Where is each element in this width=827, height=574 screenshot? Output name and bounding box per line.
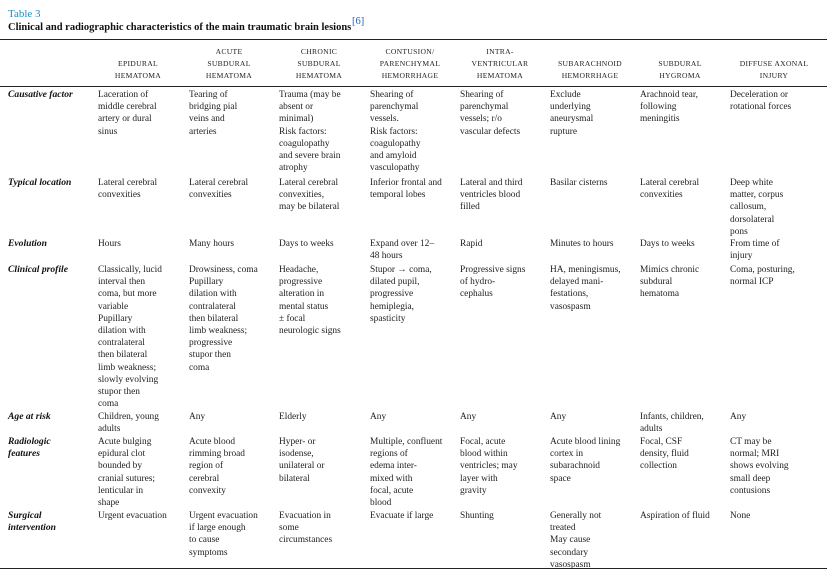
table-cell: Tearing of bridging pial veins and arteries (189, 90, 238, 137)
bottom-rule (0, 568, 827, 569)
table-cell: Laceration of middle cerebral artery or dural sinus (98, 90, 157, 137)
table-cell: Deceleration or rotational forces (730, 90, 792, 113)
table-cell: Days to weeks (279, 239, 334, 249)
col-header-diffuse-axonal: DIFFUSE AXONAL INJURY (739, 59, 809, 80)
table-cell: Exclude underlying aneurysmal rupture (550, 90, 594, 137)
table-cell: Hours (98, 239, 121, 249)
row-label-clinical-profile: Clinical profile (8, 264, 68, 275)
table-cell: Shearing of parenchymal vessels. Risk factors: coagulopathy and amyloid vasculopathy (370, 90, 421, 174)
table-cell: Lateral cerebral convexities, may be bilateral (279, 178, 340, 213)
table-cell: Evacuation in some circumstances (279, 511, 333, 546)
table-cell: Focal, CSF density, fluid collection (640, 437, 689, 472)
table-cell: Mimics chronic subdural hematoma (640, 265, 700, 300)
col-header-acute-subdural: ACUTE SUBDURAL HEMATOMA (205, 47, 253, 80)
reference-link[interactable]: [6] (352, 16, 365, 27)
table-cell: CT may be normal; MRI shows evolving small deep contusions (730, 437, 789, 496)
table-cell: Elderly (279, 412, 307, 422)
table-cell: Lateral cerebral convexities (640, 178, 700, 201)
table-cell: Any (189, 412, 206, 422)
table-cell: Minutes to hours (550, 239, 614, 249)
table-cell: Trauma (may be absent or minimal) Risk factors: coagulopathy and severe brain atrophy (279, 90, 341, 174)
table-cell: Arachnoid tear, following meningitis (640, 90, 698, 125)
table-cell: Urgent evacuation (98, 511, 167, 521)
table-cell: Infants, children, adults (640, 412, 704, 435)
table-cell: Children, young adults (98, 412, 159, 435)
table-cell: None (730, 511, 751, 521)
table-cell: Stupor → coma, dilated pupil, progressive hemiplegia, spasticity (370, 265, 432, 324)
table-cell: Any (550, 412, 567, 422)
table-cell: From time of injury (730, 239, 780, 262)
top-rule (0, 39, 827, 40)
table-cell: Urgent evacuation if large enough to cause symptoms (189, 511, 258, 558)
table-title: Clinical and radiographic characteristics of the main traumatic brain lesions (8, 22, 352, 33)
table-cell: Lateral cerebral convexities (98, 178, 158, 201)
table-cell: Basilar cisterns (550, 178, 608, 188)
table-cell: Rapid (460, 239, 483, 249)
table-cell: Hyper- or isodense, unilateral or bilateral (279, 437, 325, 484)
table-cell: Acute bulging epidural clot bounded by cranial sutures; lenticular in shape (98, 437, 156, 509)
row-label-evolution: Evolution (8, 238, 47, 249)
table-cell: HA, meningismus, delayed mani- festations, vasospasm (550, 265, 621, 312)
row-label-radiologic-features: Radiologic features (8, 436, 51, 459)
table-cell: Any (730, 412, 747, 422)
table-cell: Focal, acute blood within ventricles; may layer with gravity (460, 437, 518, 496)
col-header-contusion: CONTUSION/ PARENCHYMAL HEMORRHAGE (379, 47, 441, 80)
col-header-subarachnoid: SUBARACHNOID HEMORRHAGE (558, 59, 622, 80)
col-header-intraventricular: INTRA- VENTRICULAR HEMATOMA (471, 47, 529, 80)
table-cell: Lateral cerebral convexities (189, 178, 249, 201)
table-cell: Inferior frontal and temporal lobes (370, 178, 442, 201)
table-cell: Many hours (189, 239, 235, 249)
table-cell: Headache, progressive alteration in mental status ± focal neurologic signs (279, 265, 341, 337)
col-header-subdural-hygroma: SUBDURAL HYGROMA (658, 59, 702, 80)
table-cell: Coma, posturing, normal ICP (730, 265, 795, 288)
col-header-chronic-subdural: CHRONIC SUBDURAL HEMATOMA (295, 47, 343, 80)
table-cell: Deep white matter, corpus callosum, dorsolateral pons (730, 178, 784, 237)
row-label-typical-location: Typical location (8, 177, 72, 188)
table-cell: Acute blood rimming broad region of cerebral convexity (189, 437, 245, 496)
table-caption: Table 3 (8, 8, 41, 20)
row-label-causative-factor: Causative factor (8, 89, 73, 100)
table-cell: Acute blood lining cortex in subarachnoid space (550, 437, 621, 484)
table-cell: Days to weeks (640, 239, 695, 249)
table-cell: Progressive signs of hydro- cephalus (460, 265, 526, 300)
table-cell: Any (460, 412, 477, 422)
table-cell: Evacuate if large (370, 511, 434, 521)
table-cell: Expand over 12– 48 hours (370, 239, 435, 262)
table-cell: Any (370, 412, 387, 422)
table-cell: Shearing of parenchymal vessels; r/o vascular defects (460, 90, 521, 137)
table-cell: Multiple, confluent regions of edema inter- mixed with focal, acute blood (370, 437, 443, 509)
row-label-age-at-risk: Age at risk (8, 411, 51, 422)
table-cell: Aspiration of fluid (640, 511, 710, 521)
col-header-epidural: EPIDURAL HEMATOMA (114, 59, 162, 80)
table-cell: Drowsiness, coma Pupillary dilation with contralateral then bilateral limb weakness; progressive stupor then coma (189, 265, 258, 373)
table-cell: Generally not treated May cause secondary vasospasm (550, 511, 602, 570)
row-label-surgical-intervention: Surgical intervention (8, 510, 56, 533)
table-cell: Lateral and third ventricles blood filled (460, 178, 523, 213)
table-cell: Classically, lucid interval then coma, but more variable Pupillary dilation with contralateral then bilateral limb weakness; slowly evolving stupor then coma (98, 265, 162, 410)
header-rule (0, 86, 827, 87)
table-cell: Shunting (460, 511, 494, 521)
